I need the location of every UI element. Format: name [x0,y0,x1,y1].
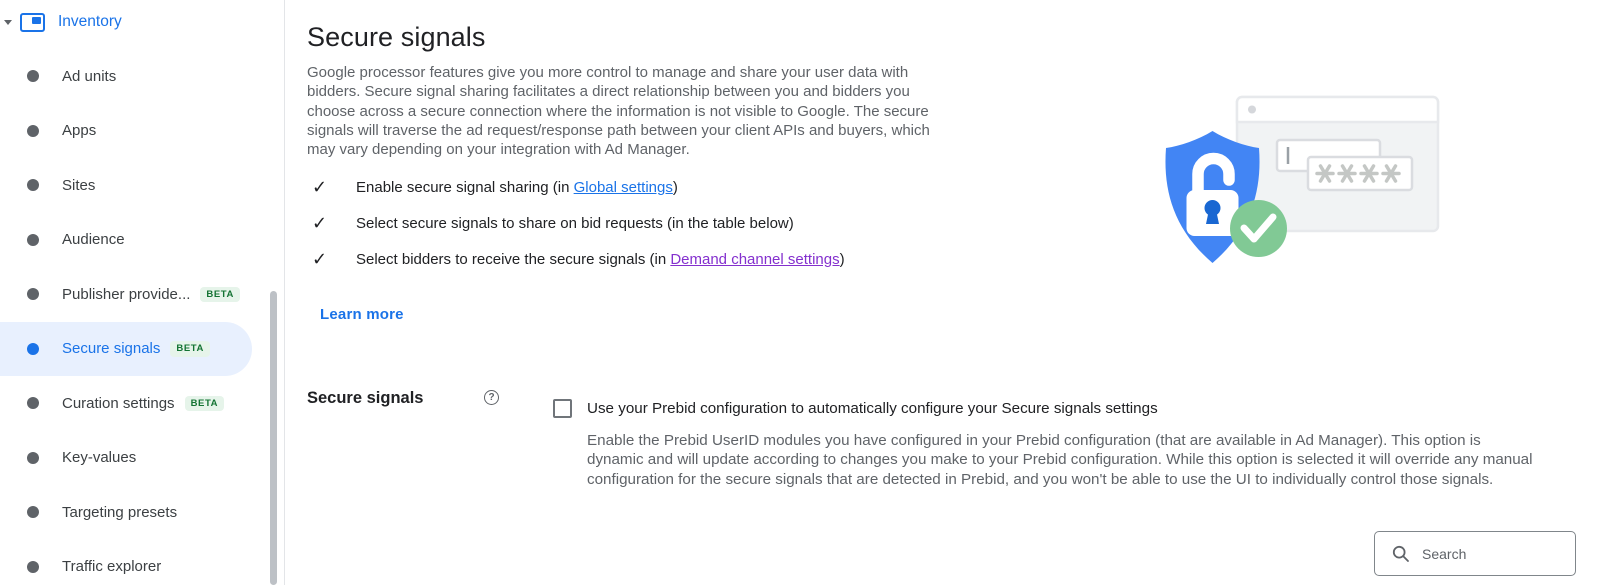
prebid-config-checkbox[interactable] [553,399,572,418]
learn-more-link[interactable]: Learn more [320,306,404,323]
beta-badge: BETA [200,287,240,303]
prebid-config-checkbox-label[interactable]: Use your Prebid configuration to automatically configure your Secure signals settings [587,400,1158,417]
global-settings-link[interactable]: Global settings [573,178,673,196]
sidebar-item-publisher-provided[interactable]: Publisher provide... BETA [0,267,252,322]
beta-badge: BETA [185,396,225,412]
bullet-icon [27,397,39,409]
check-badge-icon [1230,200,1287,257]
sidebar-item-traffic-explorer[interactable]: Traffic explorer [0,540,252,585]
sidebar-item-ad-units[interactable]: Ad units [0,49,252,104]
inventory-icon [20,13,45,32]
checkmark-icon: ✓ [312,176,328,198]
sidebar-item-key-values[interactable]: Key-values [0,431,252,486]
bullet-icon [27,125,39,137]
bullet-icon [27,288,39,300]
checklist-item: ✓ Enable secure signal sharing (in Global settings) [312,176,678,198]
sidebar-item-apps[interactable]: Apps [0,104,252,159]
sidebar-item-sites[interactable]: Sites [0,158,252,213]
beta-badge: BETA [170,341,210,357]
checkmark-icon: ✓ [312,212,328,234]
bullet-icon [27,343,39,355]
sidebar-item-audience[interactable]: Audience [0,213,252,268]
secure-signals-illustration [1150,90,1450,270]
search-box[interactable] [1374,531,1576,576]
sidebar-section-inventory[interactable] [0,0,284,44]
page-title: Secure signals [307,22,486,52]
bullet-icon [27,561,39,573]
checklist-item: ✓ Select secure signals to share on bid requests (in the table below) [312,212,794,234]
prebid-config-description: Enable the Prebid UserID modules you have configured in your Prebid configuration (that are available in Ad Manager). This option is dynamic and will update according to changes you make to your Prebid configuration. While this option is selected it will override any manual configuration for the secure signals that are detected in Prebid, and you won't be able to use the UI to individually control those signals. [587,432,1533,488]
bullet-icon [27,179,39,191]
sidebar-item-targeting-presets[interactable]: Targeting presets [0,485,252,540]
sidebar-scrollbar[interactable] [270,291,277,585]
sidebar-item-curation-settings[interactable]: Curation settings BETA [0,376,252,431]
sidebar-item-secure-signals[interactable]: Secure signals BETA [0,322,252,377]
bullet-icon [27,506,39,518]
collapse-caret-icon[interactable] [4,20,12,25]
intro-paragraph: Google processor features give you more control to manage and share your user data with bidders. Secure signal sharing facilitates a direct relationship between you and bidders you choose across a secure connection where the information is not visible to Google. The secure signals will traverse the ad request/response path between your client APIs and buyers, which may vary depending on your integration with Ad Manager. [307,64,930,159]
checklist-item: ✓ Select bidders to receive the secure signals (in Demand channel settings) [312,248,845,270]
demand-channel-settings-link[interactable]: Demand channel settings [670,250,840,268]
help-icon[interactable]: ? [484,390,499,405]
sidebar [0,0,285,585]
search-icon [1392,545,1410,563]
sidebar-section-label[interactable]: Inventory [58,13,122,30]
bullet-icon [27,234,39,246]
bullet-icon [27,452,39,464]
sidebar-items [0,49,284,585]
secure-signals-section-label: Secure signals [307,389,424,407]
search-input[interactable] [1422,546,1562,562]
bullet-icon [27,70,39,82]
checkmark-icon: ✓ [312,248,328,270]
setup-checklist [312,177,845,285]
